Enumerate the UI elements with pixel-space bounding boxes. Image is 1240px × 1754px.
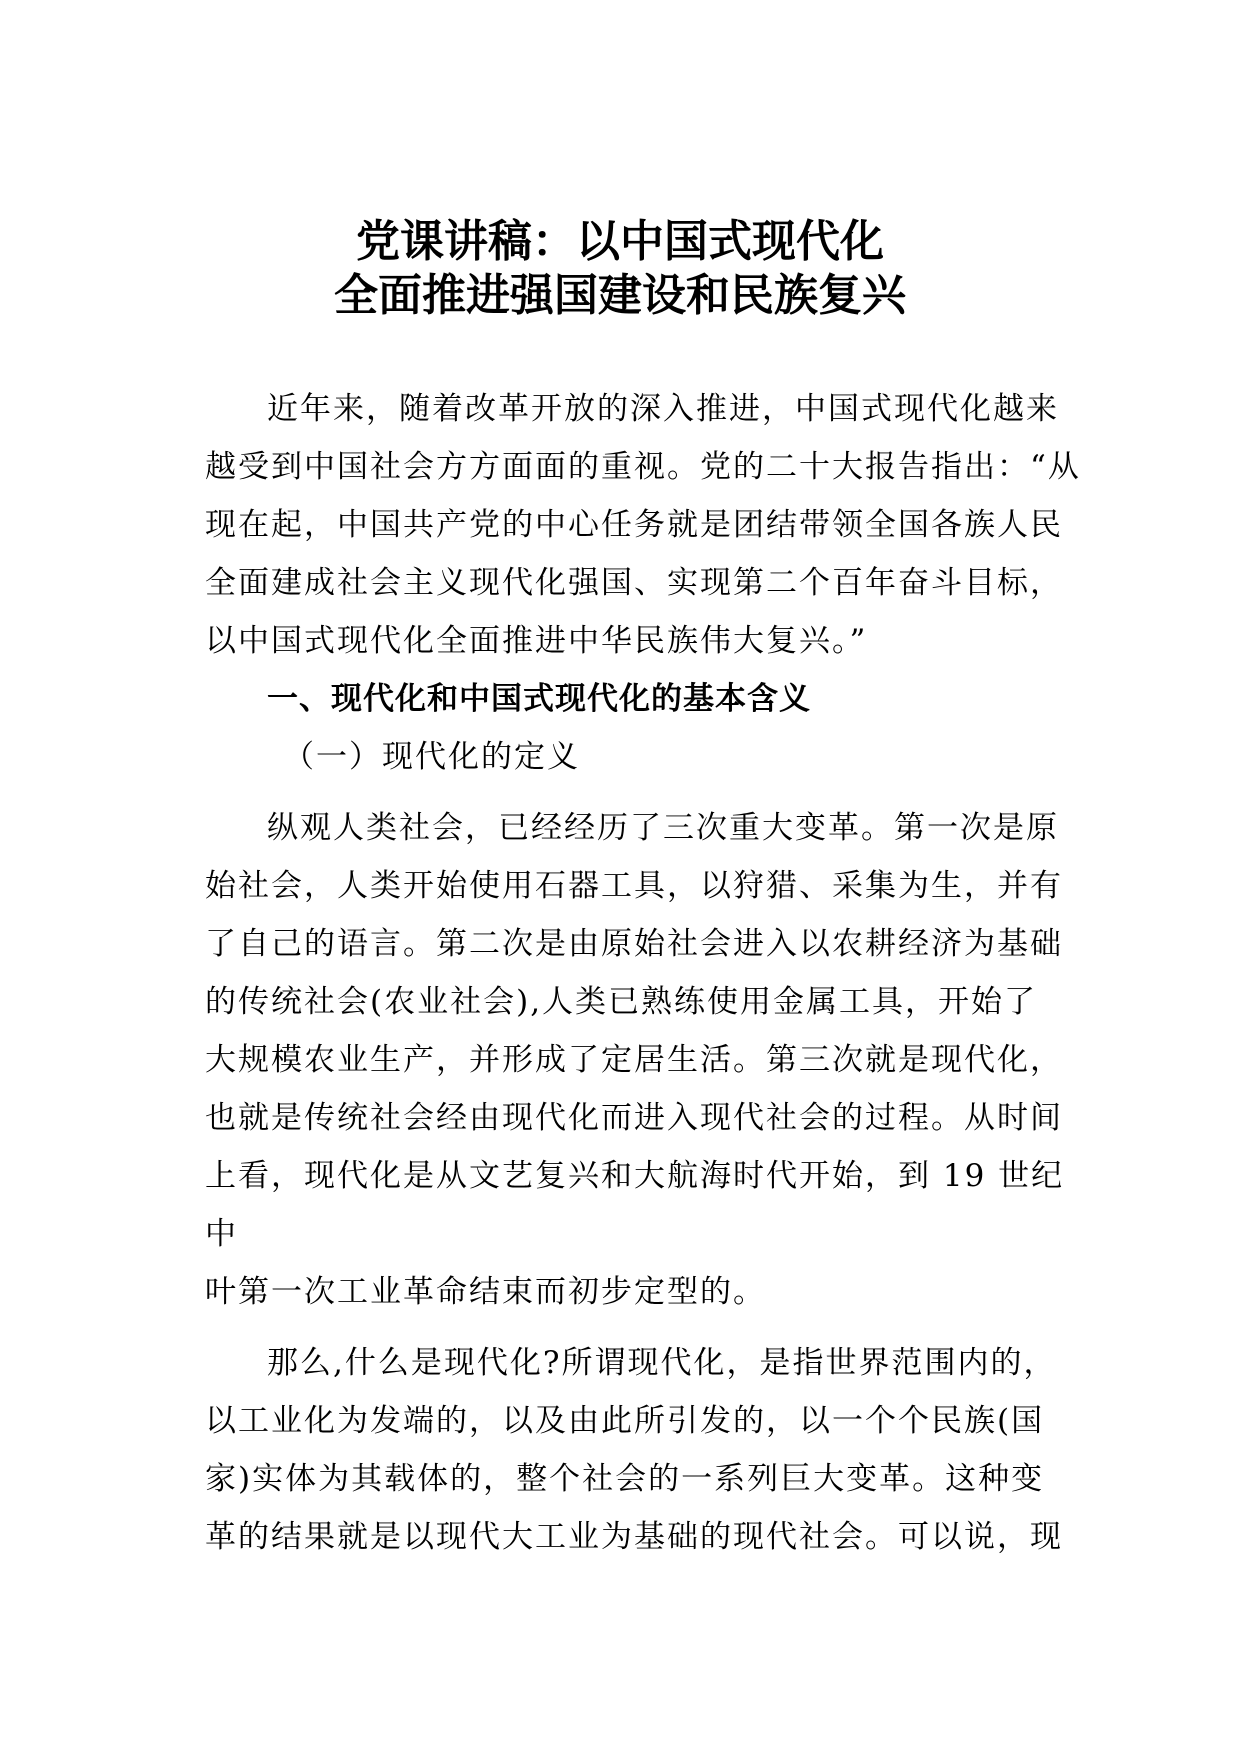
paragraph-definition xyxy=(205,1334,1065,1566)
document-body xyxy=(205,380,1081,1566)
paragraph-line: 全面建成社会主义现代化强国、实现第二个百年奋斗目标， xyxy=(205,565,1063,601)
document-title-line-2: 全面推进强国建设和民族复兴 xyxy=(334,270,906,321)
paragraph-line: 叶第一次工业革命结束而初步定型的。 xyxy=(205,1274,766,1310)
paragraph-line: 以工业化为发端的，以及由此所引发的，以一个个民族(国 xyxy=(205,1403,1045,1439)
paragraph-line: 的传统社会(农业社会),人类已熟练使用金属工具，开始了 xyxy=(205,984,1038,1020)
paragraph-line: 革的结果就是以现代大工业为基础的现代社会。可以说，现 xyxy=(205,1519,1063,1555)
paragraph-line: 越受到中国社会方方面面的重视。党的二十大报告指出：“从 xyxy=(205,449,1081,485)
paragraph-line: 始社会，人类开始使用石器工具，以狩猎、采集为生，并有 xyxy=(205,868,1063,904)
paragraph-line: 了自己的语言。第二次是由原始社会进入以农耕经济为基础 xyxy=(205,926,1063,962)
paragraph-line: 近年来，随着改革开放的深入推进，中国式现代化越来 xyxy=(267,391,1059,427)
paragraph-line: 以中国式现代化全面推进中华民族伟大复兴。” xyxy=(205,623,868,659)
spacer xyxy=(205,786,1065,799)
paragraph-line: 现在起，中国共产党的中心任务就是团结带领全国各族人民 xyxy=(205,507,1063,543)
paragraph-history xyxy=(205,799,1065,1321)
paragraph-line: 大规模农业生产，并形成了定居生活。第三次就是现代化， xyxy=(205,1042,1063,1078)
paragraph-line: 中 xyxy=(205,1216,238,1252)
paragraph-intro xyxy=(205,380,1081,670)
section-heading: 一、现代化和中国式现代化的基本含义 xyxy=(267,681,811,717)
paragraph-line: 那么,什么是现代化?所谓现代化，是指世界范围内的， xyxy=(267,1345,1057,1381)
paragraph-line: 也就是传统社会经由现代化而进入现代社会的过程。从时间 xyxy=(205,1100,1063,1136)
subsection-heading: （一）现代化的定义 xyxy=(283,739,580,775)
paragraph-line: 家)实体为其载体的，整个社会的一系列巨大变革。这种变 xyxy=(205,1461,1045,1497)
paragraph-line: 上看，现代化是从文艺复兴和大航海时代开始，到 19 世纪 xyxy=(205,1158,1065,1194)
document-title-line-1: 党课讲稿：以中国式现代化 xyxy=(356,216,884,267)
spacer xyxy=(205,1321,1065,1334)
paragraph-line: 纵观人类社会，已经经历了三次重大变革。第一次是原 xyxy=(267,810,1059,846)
